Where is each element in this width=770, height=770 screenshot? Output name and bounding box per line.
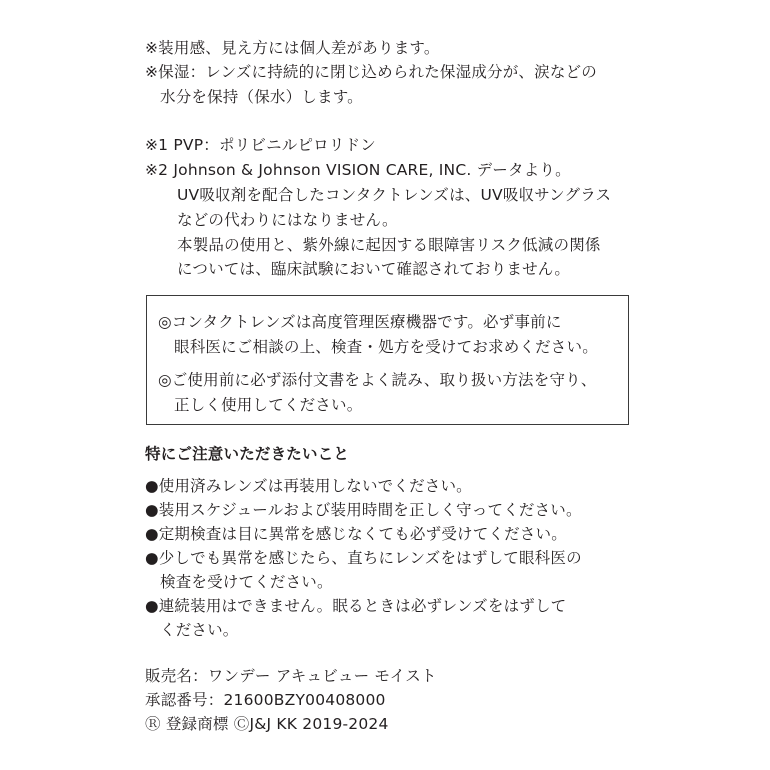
trademark-copyright: Ⓡ 登録商標 ⒸJ&J KK 2019-2024 (145, 715, 389, 733)
warning-read-insert: ◎ご使用前に必ず添付文書をよく読み、取り扱い方法を守り、 (158, 371, 597, 389)
footnote-2-line-3: などの代わりにはなりません。 (177, 211, 398, 229)
footnote-2-line-2: UV吸収剤を配合したコンタクトレンズは、UV吸収サングラス (177, 186, 612, 204)
caution-item-cont: 検査を受けてください。 (160, 573, 333, 591)
caution-item-cont: ください。 (160, 621, 239, 639)
cautions-heading: 特にご注意いただきたいこと (145, 445, 350, 463)
note-moisture: ※保湿：レンズに持続的に閉じ込められた保湿成分が、涙などの (145, 63, 597, 81)
footnote-2-line-4: 本製品の使用と、紫外線に起因する眼障害リスク低減の関係 (177, 236, 601, 254)
warning-medical-device-cont: 眼科医にご相談の上、検査・処方を受けてお求めください。 (174, 338, 598, 356)
approval-number: 承認番号：21600BZY00408000 (145, 691, 386, 709)
footnote-1: ※1 PVP：ポリビニルピロリドン (145, 136, 376, 154)
note-fit-vision: ※装用感、見え方には個人差があります。 (145, 39, 440, 57)
footnote-2-line-5: については、臨床試験において確認されておりません。 (177, 260, 571, 278)
caution-item: ●使用済みレンズは再装用しないでください。 (145, 477, 472, 495)
warning-read-insert-cont: 正しく使用してください。 (174, 396, 363, 414)
caution-item: ●連続装用はできません。眠るときは必ずレンズをはずして (145, 597, 567, 615)
warning-medical-device: ◎コンタクトレンズは高度管理医療機器です。必ず事前に (158, 313, 562, 331)
note-moisture-cont: 水分を保持（保水）します。 (160, 88, 363, 106)
caution-item: ●装用スケジュールおよび装用時間を正しく守ってください。 (145, 501, 582, 519)
footnote-2: ※2 Johnson & Johnson VISION CARE, INC. データより。 (145, 161, 571, 179)
sales-name: 販売名：ワンデー アキュビュー モイスト (145, 667, 437, 685)
caution-item: ●定期検査は目に異常を感じなくても必ず受けてください。 (145, 525, 567, 543)
caution-item: ●少しでも異常を感じたら、直ちにレンズをはずして眼科医の (145, 549, 582, 567)
